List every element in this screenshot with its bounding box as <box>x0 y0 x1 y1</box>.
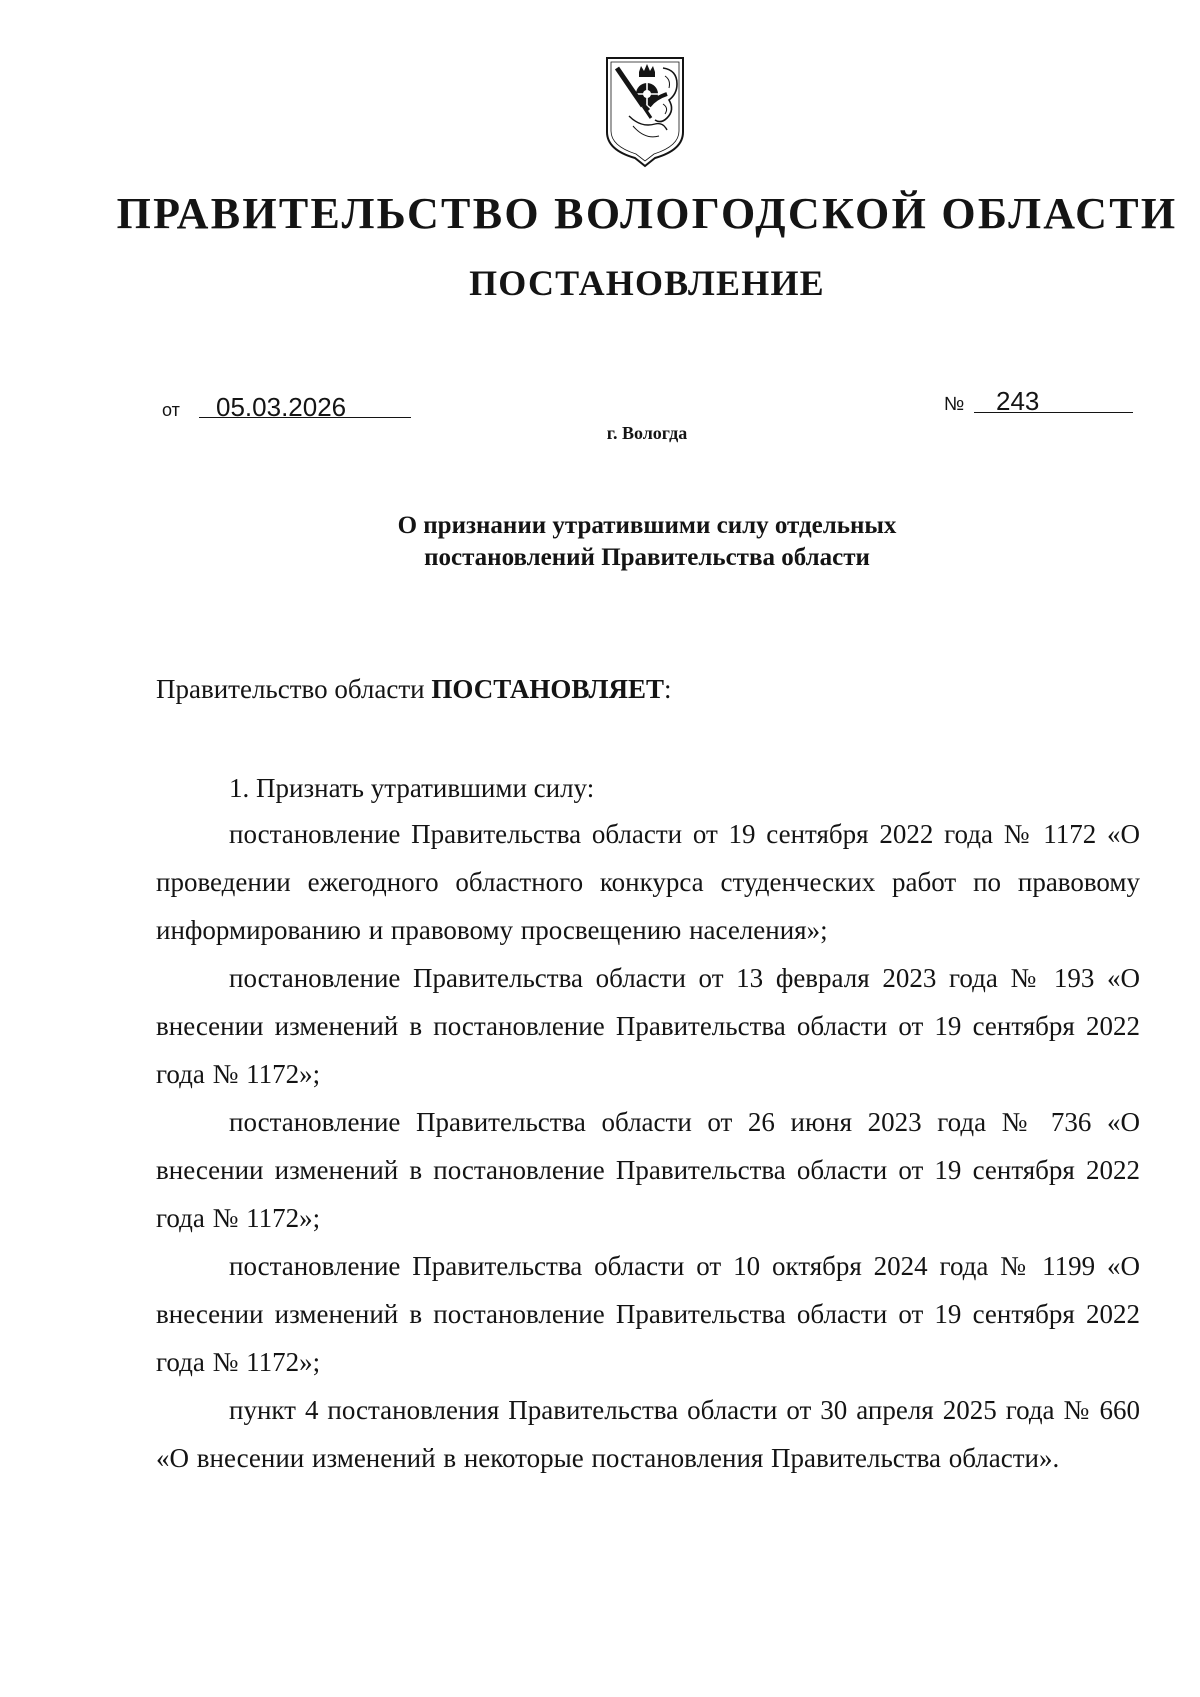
document-date: 05.03.2026 <box>216 392 347 422</box>
number-label: № <box>944 394 965 415</box>
document-type: ПОСТАНОВЛЕНИЕ <box>469 263 825 303</box>
list-item: пункт 4 постановления Правительства области от 30 апреля 2025 года № 660 «О внесении изменений в некоторые постановления Правительства области». <box>156 1395 1140 1473</box>
date-label: от <box>162 400 180 420</box>
resolution-intro <box>156 665 1140 713</box>
subject-line-1: О признании утратившими силу отдельных <box>397 512 897 539</box>
list-item: постановление Правительства области от 10 октября 2024 года № 1199 «О внесении изменений в постановление Правительства области от 19 сентября 2022 года № 1172»; <box>156 1251 1140 1377</box>
subject-line-2: постановлений Правительства области <box>424 544 870 571</box>
document-number: 243 <box>996 386 1040 416</box>
list-item: постановление Правительства области от 13 февраля 2023 года № 193 «О внесении изменений в постановление Правительства области от 19 сентября 2022 года № 1172»; <box>156 963 1140 1089</box>
list-item: постановление Правительства области от 19 сентября 2022 года № 1172 «О проведении ежегодного областного конкурса студенческих работ по правовому информированию и правовому просвещению населения»; <box>156 819 1140 945</box>
document-subject <box>0 510 1200 574</box>
intro-bold: ПОСТАНОВЛЯЕТ <box>431 674 664 704</box>
organization-title: ПРАВИТЕЛЬСТВО ВОЛОГОДСКОЙ ОБЛАСТИ <box>116 189 1178 238</box>
intro-end: : <box>663 674 672 704</box>
coat-of-arms-emblem <box>603 54 687 170</box>
city: г. Вологда <box>606 423 688 443</box>
list-item: постановление Правительства области от 26 июня 2023 года № 736 «О внесении изменений в постановление Правительства области от 19 сентября 2022 года № 1172»; <box>156 1107 1140 1233</box>
item-1-title: 1. Признать утратившими силу: <box>229 773 595 803</box>
repealed-list <box>156 810 1140 1482</box>
intro-text: Правительство области <box>156 674 432 704</box>
